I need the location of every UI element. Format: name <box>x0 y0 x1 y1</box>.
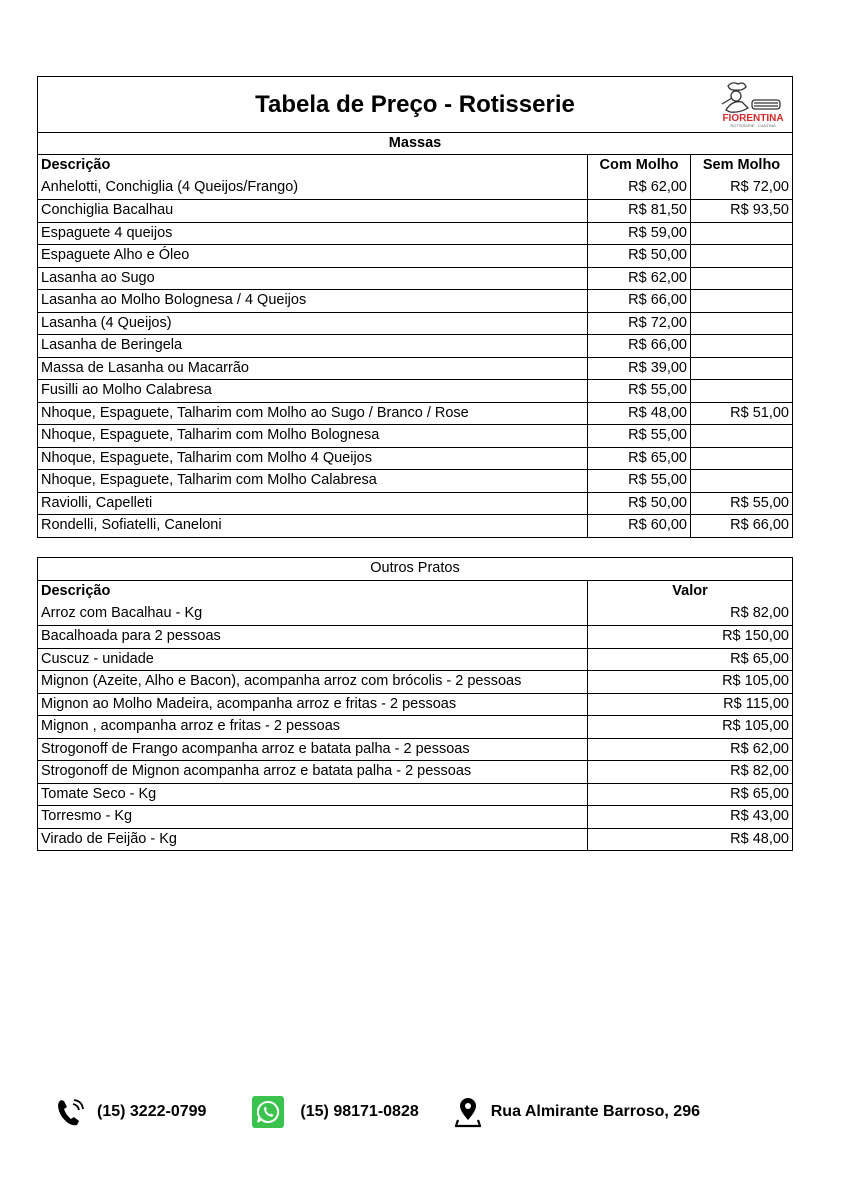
page-title: Tabela de Preço - Rotisserie <box>255 90 575 118</box>
price-com-molho: R$ 65,00 <box>588 448 691 470</box>
price-com-molho: R$ 50,00 <box>588 245 691 267</box>
address-text: Rua Almirante Barroso, 296 <box>490 1103 700 1120</box>
price-com-molho: R$ 50,00 <box>588 493 691 515</box>
table-row <box>38 199 792 222</box>
price-valor: R$ 48,00 <box>730 830 789 847</box>
price-com-molho: R$ 55,00 <box>588 380 691 402</box>
item-description: Bacalhoada para 2 pessoas <box>38 626 588 648</box>
whatsapp-icon <box>252 1096 284 1128</box>
price-valor: R$ 82,00 <box>730 604 789 621</box>
price-com-molho: R$ 55,00 <box>588 470 691 492</box>
price-com-molho: R$ 48,00 <box>588 403 691 425</box>
item-description: Cuscuz - unidade <box>38 649 588 671</box>
outros-pratos-price-table <box>37 557 793 851</box>
item-description: Lasanha ao Molho Bolognesa / 4 Queijos <box>38 290 588 312</box>
price-sem-molho: R$ 66,00 <box>730 517 789 533</box>
price-valor: R$ 115,00 <box>723 695 789 712</box>
item-description: Mignon ao Molho Madeira, acompanha arroz e fritas - 2 pessoas <box>38 694 588 716</box>
item-description: Fusilli ao Molho Calabresa <box>38 380 588 402</box>
table-row <box>38 289 792 312</box>
item-description: Mignon (Azeite, Alho e Bacon), acompanha arroz com brócolis - 2 pessoas <box>38 671 588 693</box>
table-header <box>38 580 792 603</box>
table-row <box>38 267 792 290</box>
price-com-molho: R$ 81,50 <box>588 200 691 222</box>
table-row <box>38 447 792 470</box>
table-row <box>38 334 792 357</box>
price-sem-molho <box>691 358 792 380</box>
table-row <box>38 312 792 335</box>
item-description: Conchiglia Bacalhau <box>38 200 588 222</box>
section-title-outros-pratos: Outros Pratos <box>370 560 460 576</box>
column-header-valor: Valor <box>672 583 708 599</box>
item-description: Lasanha ao Sugo <box>38 268 588 290</box>
address-contact[interactable] <box>455 1096 700 1128</box>
table-row <box>38 828 792 851</box>
item-description: Virado de Feijão - Kg <box>38 829 588 851</box>
table-row <box>38 244 792 267</box>
item-description: Tomate Seco - Kg <box>38 784 588 806</box>
price-sem-molho <box>691 470 792 492</box>
price-com-molho: R$ 55,00 <box>588 425 691 447</box>
price-com-molho: R$ 62,00 <box>588 268 691 290</box>
price-valor: R$ 65,00 <box>730 650 789 667</box>
table-row <box>38 783 792 806</box>
table-row <box>38 492 792 515</box>
item-description: Torresmo - Kg <box>38 806 588 828</box>
price-sem-molho <box>691 380 792 402</box>
section-title-massas: Massas <box>38 132 792 154</box>
phone-number: (15) 3222-0799 <box>97 1103 207 1120</box>
price-com-molho: R$ 66,00 <box>588 335 691 357</box>
item-description: Massa de Lasanha ou Macarrão <box>38 358 588 380</box>
price-sem-molho: R$ 51,00 <box>730 404 789 421</box>
column-header-sem-molho: Sem Molho <box>702 157 781 173</box>
svg-text:ROTISSERIE · CANTINA: ROTISSERIE · CANTINA <box>730 123 776 128</box>
item-description: Espaguete 4 queijos <box>38 223 588 245</box>
whatsapp-contact[interactable] <box>252 1096 418 1128</box>
price-com-molho: R$ 59,00 <box>588 223 691 245</box>
price-valor: R$ 82,00 <box>730 763 789 779</box>
contact-footer <box>55 1096 700 1128</box>
item-description: Nhoque, Espaguete, Talharim com Molho Calabresa <box>38 470 588 492</box>
price-com-molho: R$ 72,00 <box>588 313 691 335</box>
price-sem-molho <box>691 290 792 312</box>
table-row <box>38 469 792 492</box>
table-row <box>38 738 792 761</box>
map-pin-icon <box>455 1096 481 1128</box>
price-sem-molho <box>691 425 792 447</box>
svg-text:FIORENTINA: FIORENTINA <box>722 113 784 124</box>
whatsapp-number: (15) 98171-0828 <box>300 1103 419 1120</box>
item-description: Anhelotti, Conchiglia (4 Queijos/Frango) <box>38 177 588 200</box>
table-row <box>38 424 792 447</box>
price-valor: R$ 105,00 <box>722 718 789 734</box>
table-row <box>38 402 792 425</box>
table-row <box>38 625 792 648</box>
table-row <box>38 648 792 671</box>
fiorentina-logo-icon <box>718 80 788 128</box>
table-row <box>38 805 792 828</box>
price-sem-molho: R$ 55,00 <box>730 494 789 511</box>
price-valor: R$ 43,00 <box>730 808 789 824</box>
price-sem-molho: R$ 72,00 <box>730 178 789 195</box>
price-valor: R$ 150,00 <box>722 628 789 644</box>
item-description: Raviolli, Capelleti <box>38 493 588 515</box>
table-header <box>38 154 792 177</box>
item-description: Nhoque, Espaguete, Talharim com Molho ao Sugo / Branco / Rose <box>38 403 588 425</box>
massas-price-table <box>37 76 793 538</box>
item-description: Nhoque, Espaguete, Talharim com Molho 4 Queijos <box>38 448 588 470</box>
price-com-molho: R$ 66,00 <box>588 290 691 312</box>
table-row <box>38 760 792 783</box>
item-description: Lasanha de Beringela <box>38 335 588 357</box>
item-description: Nhoque, Espaguete, Talharim com Molho Bolognesa <box>38 425 588 447</box>
item-description: Arroz com Bacalhau - Kg <box>38 603 588 626</box>
phone-icon <box>55 1096 87 1128</box>
table-row <box>38 514 792 537</box>
item-description: Strogonoff de Frango acompanha arroz e batata palha - 2 pessoas <box>38 739 588 761</box>
table-row <box>38 357 792 380</box>
price-valor: R$ 62,00 <box>730 740 789 757</box>
item-description: Rondelli, Sofiatelli, Caneloni <box>38 515 588 537</box>
table-row <box>38 603 792 626</box>
column-header-descricao: Descrição <box>38 581 588 603</box>
title-row <box>38 77 792 132</box>
price-com-molho: R$ 60,00 <box>588 515 691 537</box>
table-row <box>38 379 792 402</box>
item-description: Lasanha (4 Queijos) <box>38 313 588 335</box>
price-sem-molho <box>691 223 792 245</box>
price-sem-molho <box>691 268 792 290</box>
price-com-molho: R$ 39,00 <box>588 358 691 380</box>
table-row <box>38 693 792 716</box>
price-sem-molho <box>691 313 792 335</box>
item-description: Mignon , acompanha arroz e fritas - 2 pessoas <box>38 716 588 738</box>
item-description: Espaguete Alho e Óleo <box>38 245 588 267</box>
price-valor: R$ 65,00 <box>730 785 789 802</box>
table-row <box>38 222 792 245</box>
item-description: Strogonoff de Mignon acompanha arroz e batata palha - 2 pessoas <box>38 761 588 783</box>
price-sem-molho <box>691 245 792 267</box>
table-row <box>38 670 792 693</box>
table-row <box>38 177 792 200</box>
price-sem-molho <box>691 448 792 470</box>
price-valor: R$ 105,00 <box>722 673 789 689</box>
table-row <box>38 715 792 738</box>
price-sem-molho: R$ 93,50 <box>730 202 789 218</box>
price-com-molho: R$ 62,00 <box>588 177 691 200</box>
column-header-descricao: Descrição <box>38 155 588 177</box>
column-header-com-molho: Com Molho <box>588 155 691 177</box>
price-sem-molho <box>691 335 792 357</box>
phone-contact[interactable] <box>55 1096 206 1128</box>
